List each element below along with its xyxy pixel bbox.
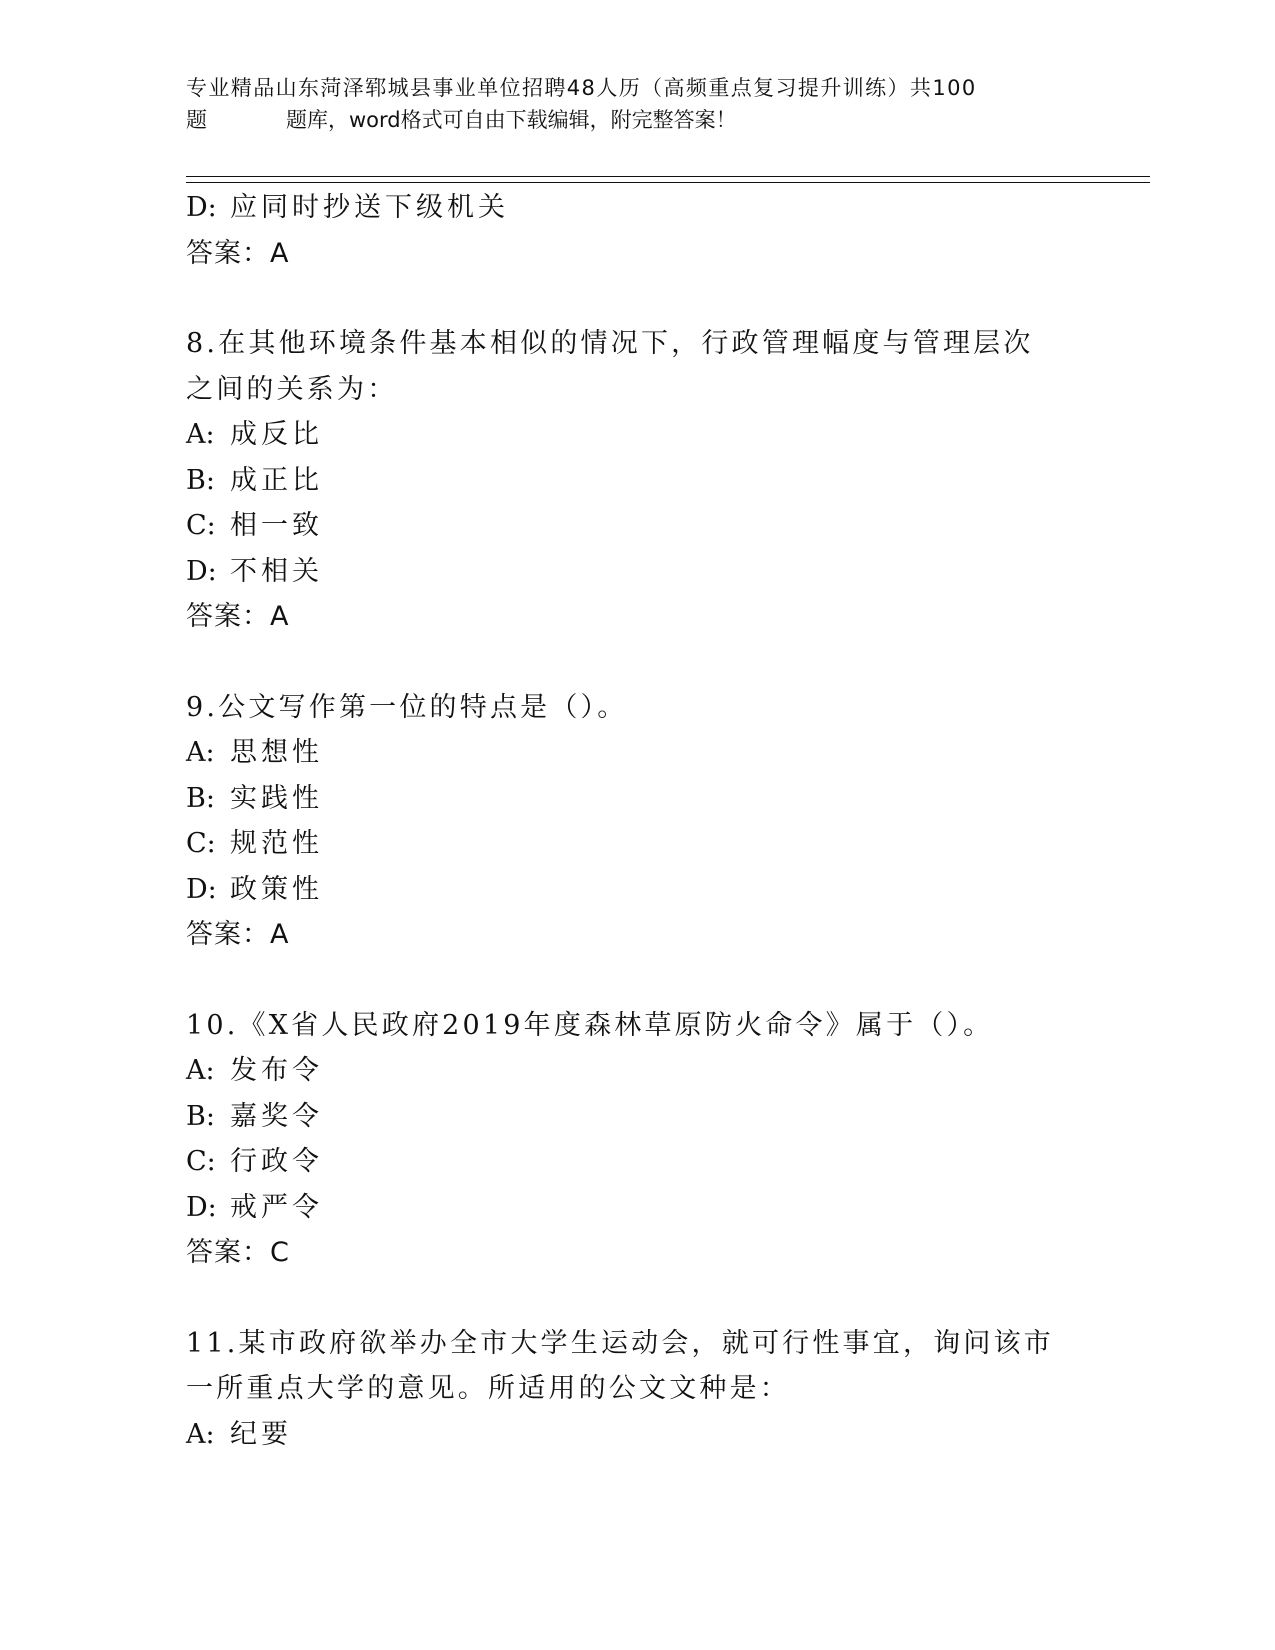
question-10-text: 10.《X省人民政府2019年度森林草原防火命令》属于（）。 (186, 1009, 994, 1041)
header-title-line2 (186, 104, 1146, 136)
option-letter: D: (186, 192, 217, 223)
question-8-text: 8.在其他环境条件基本相似的情况下，行政管理幅度与管理层次之间的关系为： (186, 328, 1034, 405)
option-text: 戒严令 (230, 1191, 323, 1223)
header-divider-top (186, 176, 1150, 177)
option-a (186, 730, 1086, 776)
header-divider-bottom (186, 182, 1150, 183)
question-9-text: 9.公文写作第一位的特点是（）。 (186, 691, 628, 723)
option-a (186, 412, 1086, 458)
option-b (186, 1094, 1086, 1140)
option-a (186, 1048, 1086, 1094)
header-title-line1: 专业精品山东菏泽郓城县事业单位招聘48人历（高频重点复习提升训练）共100 (186, 76, 977, 100)
option-c (186, 1139, 1086, 1185)
option-letter: D: (186, 1191, 217, 1223)
option-text: 成反比 (230, 419, 323, 450)
option-letter: C: (186, 828, 216, 859)
option-text: 思想性 (230, 737, 323, 768)
option-letter: D: (186, 555, 217, 587)
spacer (186, 1276, 1086, 1321)
option-letter: A: (186, 737, 215, 768)
option-c (186, 821, 1086, 867)
answer-line: 答案：C (186, 1237, 290, 1268)
option-text: 嘉奖令 (230, 1100, 323, 1132)
option-d (186, 549, 1086, 595)
answer-line: 答案：A (186, 601, 290, 632)
option-text: 实践性 (230, 782, 323, 814)
option-letter: C: (186, 1146, 216, 1177)
spacer (186, 958, 1086, 1003)
option-d (186, 185, 1086, 231)
option-letter: D: (186, 873, 217, 905)
option-letter: B: (186, 782, 215, 814)
question-list (186, 185, 1086, 1457)
option-text: 纪要 (230, 1418, 292, 1450)
option-text: 不相关 (230, 555, 323, 587)
answer-line: 答案：A (186, 919, 290, 950)
option-text: 发布令 (230, 1055, 323, 1086)
option-letter: B: (186, 1100, 215, 1132)
answer-line: 答案：A (186, 237, 290, 269)
option-text: 相一致 (230, 510, 323, 541)
option-d (186, 1185, 1086, 1231)
option-text: 行政令 (230, 1146, 323, 1177)
spacer (186, 640, 1086, 685)
option-b (186, 458, 1086, 504)
option-letter: A: (186, 1418, 215, 1450)
option-text: 成正比 (230, 464, 323, 496)
option-letter: C: (186, 510, 216, 541)
option-text: 规范性 (230, 828, 323, 859)
option-letter: A: (186, 419, 215, 450)
option-a (186, 1412, 1086, 1458)
document-header (186, 72, 1146, 136)
question-11-text: 11.某市政府欲举办全市大学生运动会，就可行性事宜，询问该市一所重点大学的意见。所适用的公文文种是： (186, 1327, 1054, 1404)
header-line2-right: 题库，word格式可自由下载编辑，附完整答案！ (286, 108, 737, 132)
option-c (186, 503, 1086, 549)
spacer (186, 276, 1086, 321)
option-d (186, 867, 1086, 913)
option-b (186, 776, 1086, 822)
option-letter: B: (186, 464, 215, 496)
header-line2-left: 题 (186, 108, 207, 132)
option-text: 应同时抄送下级机关 (230, 192, 509, 223)
option-text: 政策性 (230, 873, 323, 905)
option-letter: A: (186, 1055, 215, 1086)
